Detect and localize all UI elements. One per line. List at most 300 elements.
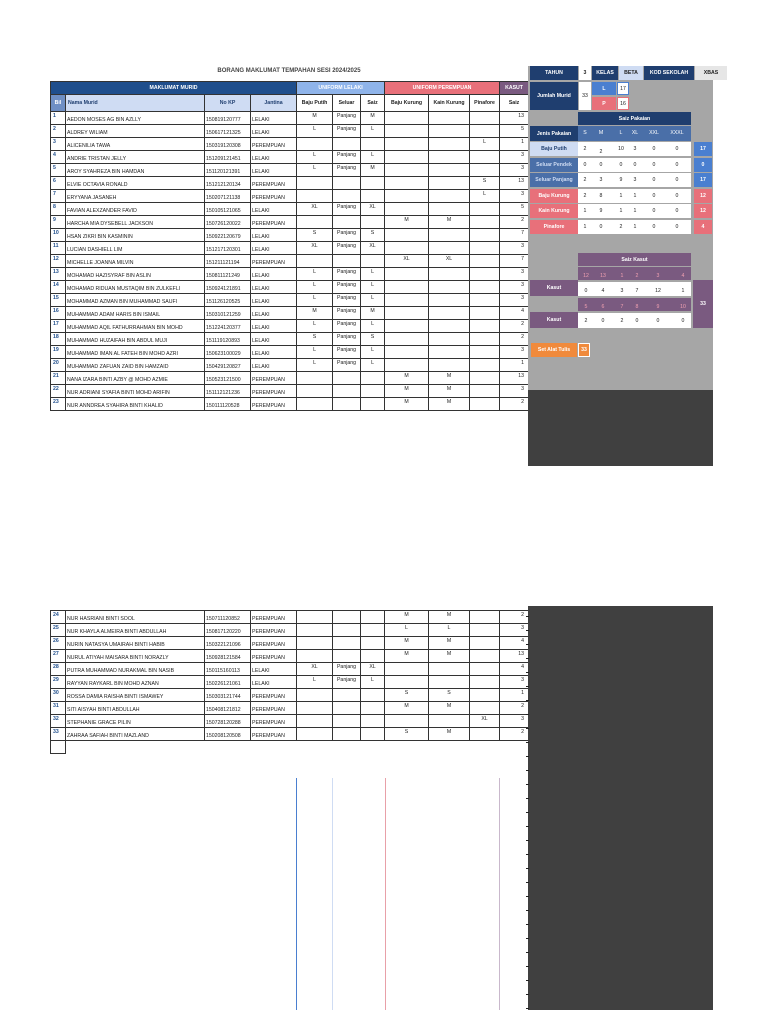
baju-putih-size[interactable] (297, 255, 333, 268)
seluar-type[interactable]: Panjang (333, 320, 361, 333)
kain-kurung-size[interactable] (429, 676, 470, 689)
seluar-type[interactable] (333, 255, 361, 268)
student-ic[interactable]: 150226121061 (205, 676, 251, 689)
student-ic[interactable]: 150728120288 (205, 715, 251, 728)
seluar-size[interactable]: M (361, 112, 385, 125)
baju-putih-size[interactable] (297, 650, 333, 663)
student-name[interactable]: HSAN ZIKRI BIN KASMININ (66, 229, 205, 242)
seluar-size[interactable] (361, 624, 385, 637)
student-gender[interactable]: PEREMPUAN (251, 216, 297, 229)
pinafore-size[interactable] (470, 294, 500, 307)
baju-putih-size[interactable] (297, 177, 333, 190)
kain-kurung-size[interactable] (429, 151, 470, 164)
seluar-type[interactable] (333, 689, 361, 702)
student-name[interactable]: ELVIE OCTAVIA RONALD (66, 177, 205, 190)
baju-kurung-size[interactable] (385, 177, 429, 190)
kain-kurung-size[interactable] (429, 346, 470, 359)
student-gender[interactable]: LELAKI (251, 333, 297, 346)
student-name[interactable]: ALICENILIA TAWA (66, 138, 205, 151)
seluar-type[interactable]: Panjang (333, 346, 361, 359)
student-gender[interactable]: PEREMPUAN (251, 398, 297, 411)
seluar-size[interactable]: L (361, 281, 385, 294)
student-ic[interactable]: 150523121500 (205, 372, 251, 385)
student-name[interactable]: ALDREY WILIAM (66, 125, 205, 138)
baju-kurung-size[interactable] (385, 190, 429, 203)
tahun-value[interactable]: 3 (579, 66, 591, 80)
seluar-size[interactable]: L (361, 359, 385, 372)
kasut-size[interactable]: 7 (500, 229, 529, 242)
pinafore-size[interactable]: XL (470, 715, 500, 728)
kasut-size[interactable]: 2 (500, 728, 529, 741)
baju-kurung-size[interactable] (385, 112, 429, 125)
pinafore-size[interactable] (470, 702, 500, 715)
baju-kurung-size[interactable]: S (385, 728, 429, 741)
seluar-type[interactable]: Panjang (333, 333, 361, 346)
student-gender[interactable]: LELAKI (251, 164, 297, 177)
seluar-size[interactable] (361, 611, 385, 624)
pinafore-size[interactable] (470, 359, 500, 372)
student-ic[interactable]: 150922120679 (205, 229, 251, 242)
pinafore-size[interactable] (470, 151, 500, 164)
kain-kurung-size[interactable]: S (429, 689, 470, 702)
baju-kurung-size[interactable] (385, 151, 429, 164)
kasut-size[interactable]: 4 (500, 637, 529, 650)
kelas-value[interactable]: BETA (619, 66, 643, 80)
student-name[interactable]: ROSSA DAMIA RAISHA BINTI ISMAWEY (66, 689, 205, 702)
baju-putih-size[interactable] (297, 689, 333, 702)
seluar-size[interactable]: L (361, 346, 385, 359)
kasut-size[interactable]: 3 (500, 715, 529, 728)
student-name[interactable]: MUHAMMAD ZAFUAN ZAID BIN HAMZAID (66, 359, 205, 372)
kain-kurung-size[interactable] (429, 138, 470, 151)
kain-kurung-size[interactable] (429, 320, 470, 333)
student-gender[interactable]: LELAKI (251, 359, 297, 372)
student-name[interactable]: LUCIAN DASHIELL LIM (66, 242, 205, 255)
baju-putih-size[interactable]: L (297, 294, 333, 307)
student-gender[interactable]: PEREMPUAN (251, 177, 297, 190)
pinafore-size[interactable] (470, 333, 500, 346)
baju-kurung-size[interactable]: XL (385, 255, 429, 268)
seluar-size[interactable] (361, 715, 385, 728)
seluar-type[interactable]: Panjang (333, 281, 361, 294)
seluar-type[interactable] (333, 372, 361, 385)
student-name[interactable]: ZAHRAA SAFIAH BINTI MAZLAND (66, 728, 205, 741)
baju-kurung-size[interactable] (385, 320, 429, 333)
seluar-type[interactable]: Panjang (333, 112, 361, 125)
kain-kurung-size[interactable] (429, 663, 470, 676)
baju-putih-size[interactable]: L (297, 164, 333, 177)
pinafore-size[interactable] (470, 346, 500, 359)
student-ic[interactable]: 150924121891 (205, 281, 251, 294)
baju-kurung-size[interactable] (385, 138, 429, 151)
kain-kurung-size[interactable]: M (429, 650, 470, 663)
kain-kurung-size[interactable] (429, 190, 470, 203)
baju-kurung-size[interactable] (385, 294, 429, 307)
student-name[interactable]: MUHAMMAD ADAM HARIS BIN ISMAIL (66, 307, 205, 320)
kasut-size[interactable]: 13 (500, 177, 529, 190)
kain-kurung-size[interactable]: L (429, 624, 470, 637)
baju-putih-size[interactable]: L (297, 676, 333, 689)
seluar-size[interactable]: XL (361, 242, 385, 255)
kasut-size[interactable]: 3 (500, 190, 529, 203)
student-name[interactable]: NANA IZARA BINTI AZBY @ MOHD AZMIE (66, 372, 205, 385)
baju-putih-size[interactable] (297, 624, 333, 637)
baju-kurung-size[interactable] (385, 242, 429, 255)
kain-kurung-size[interactable]: M (429, 611, 470, 624)
baju-kurung-size[interactable] (385, 281, 429, 294)
kasut-size[interactable]: 2 (500, 333, 529, 346)
student-gender[interactable]: PEREMPUAN (251, 689, 297, 702)
kasut-size[interactable]: 3 (500, 164, 529, 177)
seluar-type[interactable]: Panjang (333, 294, 361, 307)
student-name[interactable]: SITI AISYAH BINTI ABDULLAH (66, 702, 205, 715)
baju-putih-size[interactable] (297, 611, 333, 624)
kasut-size[interactable]: 2 (500, 398, 529, 411)
student-name[interactable]: MICHELLE JOANNA MILVIN (66, 255, 205, 268)
kain-kurung-size[interactable]: XL (429, 255, 470, 268)
seluar-type[interactable]: Panjang (333, 203, 361, 216)
kain-kurung-size[interactable] (429, 294, 470, 307)
student-ic[interactable]: 150817120220 (205, 624, 251, 637)
baju-putih-size[interactable] (297, 398, 333, 411)
seluar-type[interactable] (333, 650, 361, 663)
student-gender[interactable]: LELAKI (251, 346, 297, 359)
seluar-type[interactable] (333, 611, 361, 624)
pinafore-size[interactable]: S (470, 177, 500, 190)
kain-kurung-size[interactable] (429, 203, 470, 216)
pinafore-size[interactable] (470, 216, 500, 229)
baju-putih-size[interactable] (297, 715, 333, 728)
baju-putih-size[interactable] (297, 637, 333, 650)
seluar-size[interactable]: XL (361, 663, 385, 676)
kasut-size[interactable]: 13 (500, 372, 529, 385)
student-gender[interactable]: PEREMPUAN (251, 255, 297, 268)
seluar-type[interactable]: Panjang (333, 229, 361, 242)
kasut-size[interactable]: 13 (500, 650, 529, 663)
student-name[interactable]: MOHAMAD HAZISYRAF BIN ASLIN (66, 268, 205, 281)
student-name[interactable]: MUHAMMAD AQIL FATHURRAHMAN BIN MOHD (66, 320, 205, 333)
pinafore-size[interactable] (470, 676, 500, 689)
student-ic[interactable]: 151212120134 (205, 177, 251, 190)
student-ic[interactable]: 151119120893 (205, 333, 251, 346)
student-name[interactable]: STEPHANIE GRACE PILIN (66, 715, 205, 728)
kasut-size[interactable]: 3 (500, 294, 529, 307)
student-ic[interactable]: 150928121584 (205, 650, 251, 663)
student-ic[interactable]: 150208120508 (205, 728, 251, 741)
baju-kurung-size[interactable] (385, 307, 429, 320)
seluar-type[interactable]: Panjang (333, 125, 361, 138)
student-gender[interactable]: LELAKI (251, 268, 297, 281)
student-name[interactable]: FAVIAN ALEXZANDER FAVID (66, 203, 205, 216)
kasut-size[interactable]: 5 (500, 203, 529, 216)
kain-kurung-size[interactable]: M (429, 637, 470, 650)
baju-kurung-size[interactable]: M (385, 385, 429, 398)
kain-kurung-size[interactable] (429, 268, 470, 281)
pinafore-size[interactable] (470, 164, 500, 177)
student-gender[interactable]: LELAKI (251, 307, 297, 320)
seluar-size[interactable]: L (361, 151, 385, 164)
student-gender[interactable]: LELAKI (251, 242, 297, 255)
kain-kurung-size[interactable] (429, 242, 470, 255)
kasut-size[interactable]: 3 (500, 385, 529, 398)
baju-putih-size[interactable]: M (297, 307, 333, 320)
kasut-size[interactable]: 3 (500, 346, 529, 359)
baju-putih-size[interactable] (297, 728, 333, 741)
student-name[interactable]: NURIN NATASYA UMAIRAH BINTI HABIB (66, 637, 205, 650)
student-gender[interactable]: LELAKI (251, 112, 297, 125)
kain-kurung-size[interactable]: M (429, 385, 470, 398)
seluar-type[interactable]: Panjang (333, 663, 361, 676)
baju-kurung-size[interactable]: L (385, 624, 429, 637)
pinafore-size[interactable] (470, 398, 500, 411)
baju-putih-size[interactable]: XL (297, 203, 333, 216)
pinafore-size[interactable] (470, 689, 500, 702)
student-ic[interactable]: 151224120377 (205, 320, 251, 333)
baju-putih-size[interactable] (297, 138, 333, 151)
student-gender[interactable]: LELAKI (251, 125, 297, 138)
pinafore-size[interactable] (470, 637, 500, 650)
seluar-type[interactable] (333, 702, 361, 715)
kain-kurung-size[interactable]: M (429, 702, 470, 715)
student-ic[interactable]: 150711120852 (205, 611, 251, 624)
kasut-size[interactable]: 1 (500, 689, 529, 702)
pinafore-size[interactable] (470, 268, 500, 281)
kain-kurung-size[interactable]: M (429, 398, 470, 411)
baju-kurung-size[interactable] (385, 268, 429, 281)
student-name[interactable]: AROY SYAHREZA BIN HAMDAN (66, 164, 205, 177)
seluar-size[interactable]: L (361, 320, 385, 333)
student-gender[interactable]: LELAKI (251, 203, 297, 216)
student-gender[interactable]: PEREMPUAN (251, 372, 297, 385)
kain-kurung-size[interactable] (429, 359, 470, 372)
student-ic[interactable]: 150322121096 (205, 637, 251, 650)
kain-kurung-size[interactable]: M (429, 728, 470, 741)
kain-kurung-size[interactable] (429, 112, 470, 125)
student-ic[interactable]: 150726120022 (205, 216, 251, 229)
seluar-size[interactable] (361, 702, 385, 715)
pinafore-size[interactable] (470, 728, 500, 741)
student-ic[interactable]: 150623100029 (205, 346, 251, 359)
seluar-type[interactable]: Panjang (333, 268, 361, 281)
kasut-size[interactable]: 4 (500, 307, 529, 320)
baju-putih-size[interactable]: S (297, 229, 333, 242)
student-gender[interactable]: PEREMPUAN (251, 715, 297, 728)
baju-kurung-size[interactable] (385, 125, 429, 138)
seluar-type[interactable]: Panjang (333, 164, 361, 177)
seluar-type[interactable] (333, 728, 361, 741)
student-gender[interactable]: PEREMPUAN (251, 650, 297, 663)
baju-kurung-size[interactable] (385, 663, 429, 676)
kasut-size[interactable]: 3 (500, 281, 529, 294)
baju-kurung-size[interactable] (385, 359, 429, 372)
baju-putih-size[interactable]: L (297, 268, 333, 281)
student-gender[interactable]: PEREMPUAN (251, 702, 297, 715)
student-name[interactable]: ANDRIE TRISTAN JELLY (66, 151, 205, 164)
seluar-type[interactable]: Panjang (333, 242, 361, 255)
pinafore-size[interactable]: L (470, 190, 500, 203)
student-ic[interactable]: 151211121194 (205, 255, 251, 268)
seluar-type[interactable] (333, 216, 361, 229)
baju-putih-size[interactable] (297, 385, 333, 398)
seluar-type[interactable] (333, 190, 361, 203)
student-ic[interactable]: 150429120827 (205, 359, 251, 372)
seluar-size[interactable]: L (361, 294, 385, 307)
student-ic[interactable]: 150819120777 (205, 112, 251, 125)
baju-kurung-size[interactable]: M (385, 611, 429, 624)
kasut-size[interactable]: 7 (500, 255, 529, 268)
seluar-type[interactable] (333, 624, 361, 637)
seluar-size[interactable] (361, 216, 385, 229)
student-ic[interactable]: 150310121259 (205, 307, 251, 320)
seluar-type[interactable] (333, 177, 361, 190)
seluar-size[interactable]: S (361, 333, 385, 346)
kasut-size[interactable]: 2 (500, 320, 529, 333)
student-gender[interactable]: PEREMPUAN (251, 624, 297, 637)
student-name[interactable]: HARCHA MIA DYSEBELL JACKSON (66, 216, 205, 229)
pinafore-size[interactable] (470, 203, 500, 216)
pinafore-size[interactable] (470, 611, 500, 624)
kod-sekolah-value[interactable]: XBAS (695, 66, 727, 80)
baju-kurung-size[interactable] (385, 229, 429, 242)
baju-putih-size[interactable] (297, 216, 333, 229)
seluar-size[interactable] (361, 190, 385, 203)
seluar-type[interactable]: Panjang (333, 676, 361, 689)
student-name[interactable]: NUR KHAYLA ALMEIRA BINTI ABDULLAH (66, 624, 205, 637)
baju-kurung-size[interactable] (385, 346, 429, 359)
seluar-size[interactable] (361, 372, 385, 385)
kain-kurung-size[interactable] (429, 177, 470, 190)
baju-putih-size[interactable]: XL (297, 663, 333, 676)
baju-putih-size[interactable]: XL (297, 242, 333, 255)
kain-kurung-size[interactable] (429, 715, 470, 728)
seluar-size[interactable] (361, 177, 385, 190)
seluar-size[interactable] (361, 385, 385, 398)
seluar-type[interactable]: Panjang (333, 151, 361, 164)
baju-kurung-size[interactable]: M (385, 637, 429, 650)
student-name[interactable]: NUR HASRIANI BINTI SOOL (66, 611, 205, 624)
seluar-type[interactable] (333, 637, 361, 650)
seluar-type[interactable]: Panjang (333, 359, 361, 372)
pinafore-size[interactable] (470, 624, 500, 637)
kasut-size[interactable]: 4 (500, 663, 529, 676)
student-ic[interactable]: 151126120525 (205, 294, 251, 307)
baju-putih-size[interactable] (297, 372, 333, 385)
kain-kurung-size[interactable] (429, 229, 470, 242)
student-name[interactable]: MOHAMMAD AZMAN BIN MUHAMMAD SAUFI (66, 294, 205, 307)
kasut-size[interactable]: 3 (500, 242, 529, 255)
student-ic[interactable]: 151112121236 (205, 385, 251, 398)
student-ic[interactable]: 150303121744 (205, 689, 251, 702)
seluar-size[interactable]: S (361, 229, 385, 242)
seluar-size[interactable]: M (361, 307, 385, 320)
kasut-size[interactable]: 2 (500, 216, 529, 229)
baju-kurung-size[interactable] (385, 676, 429, 689)
baju-putih-size[interactable]: S (297, 333, 333, 346)
kasut-size[interactable]: 3 (500, 151, 529, 164)
student-ic[interactable]: 150207121138 (205, 190, 251, 203)
student-gender[interactable]: LELAKI (251, 320, 297, 333)
baju-kurung-size[interactable]: S (385, 689, 429, 702)
pinafore-size[interactable] (470, 385, 500, 398)
student-name[interactable]: MUHAMMAD HUZAIFAH BIN ABDUL MUJI (66, 333, 205, 346)
student-ic[interactable]: 150408121812 (205, 702, 251, 715)
student-gender[interactable]: LELAKI (251, 281, 297, 294)
student-ic[interactable]: 150111120528 (205, 398, 251, 411)
kain-kurung-size[interactable] (429, 333, 470, 346)
pinafore-size[interactable] (470, 650, 500, 663)
student-name[interactable]: NUR ADRIANI SYAFIA BINTI MOHD ARIFIN (66, 385, 205, 398)
seluar-size[interactable] (361, 650, 385, 663)
pinafore-size[interactable] (470, 112, 500, 125)
kain-kurung-size[interactable] (429, 164, 470, 177)
seluar-type[interactable] (333, 715, 361, 728)
kasut-size[interactable]: 3 (500, 676, 529, 689)
baju-kurung-size[interactable]: M (385, 398, 429, 411)
seluar-size[interactable]: L (361, 676, 385, 689)
pinafore-size[interactable] (470, 307, 500, 320)
baju-putih-size[interactable]: L (297, 346, 333, 359)
pinafore-size[interactable]: L (470, 138, 500, 151)
kasut-size[interactable]: 3 (500, 268, 529, 281)
student-gender[interactable]: LELAKI (251, 663, 297, 676)
baju-kurung-size[interactable]: M (385, 372, 429, 385)
baju-putih-size[interactable]: L (297, 320, 333, 333)
kain-kurung-size[interactable] (429, 125, 470, 138)
baju-putih-size[interactable]: M (297, 112, 333, 125)
seluar-size[interactable] (361, 255, 385, 268)
baju-kurung-size[interactable]: M (385, 650, 429, 663)
student-name[interactable]: AEDON MOSES AG BIN AZLLY (66, 112, 205, 125)
student-name[interactable]: MUHAMMAD IMAN AL FATEH BIN MOHD AZRI (66, 346, 205, 359)
seluar-type[interactable] (333, 385, 361, 398)
kasut-size[interactable]: 5 (500, 125, 529, 138)
baju-putih-size[interactable] (297, 190, 333, 203)
student-ic[interactable]: 151209121451 (205, 151, 251, 164)
student-ic[interactable]: 150115160113 (205, 663, 251, 676)
student-name[interactable]: NURUL ATIYAH MAISARA BINTI NORAZLY (66, 650, 205, 663)
baju-putih-size[interactable]: L (297, 125, 333, 138)
student-name[interactable]: NUR ANNDREA SYAHIRA BINTI KHALID (66, 398, 205, 411)
student-gender[interactable]: LELAKI (251, 229, 297, 242)
kasut-size[interactable]: 3 (500, 624, 529, 637)
baju-kurung-size[interactable] (385, 203, 429, 216)
kasut-size[interactable]: 2 (500, 702, 529, 715)
kain-kurung-size[interactable] (429, 307, 470, 320)
kasut-size[interactable]: 1 (500, 138, 529, 151)
student-ic[interactable]: 150811121249 (205, 268, 251, 281)
student-ic[interactable]: 151217120301 (205, 242, 251, 255)
seluar-size[interactable]: L (361, 268, 385, 281)
kasut-size[interactable]: 1 (500, 359, 529, 372)
pinafore-size[interactable] (470, 125, 500, 138)
pinafore-size[interactable] (470, 242, 500, 255)
seluar-type[interactable] (333, 138, 361, 151)
seluar-size[interactable] (361, 138, 385, 151)
student-name[interactable]: ERYYANA JASANEH (66, 190, 205, 203)
pinafore-size[interactable] (470, 372, 500, 385)
student-gender[interactable]: LELAKI (251, 294, 297, 307)
pinafore-size[interactable] (470, 663, 500, 676)
student-ic[interactable]: 150617121325 (205, 125, 251, 138)
seluar-size[interactable] (361, 689, 385, 702)
kain-kurung-size[interactable]: M (429, 216, 470, 229)
student-gender[interactable]: PEREMPUAN (251, 138, 297, 151)
kasut-size[interactable]: 2 (500, 611, 529, 624)
pinafore-size[interactable] (470, 255, 500, 268)
student-gender[interactable]: PEREMPUAN (251, 611, 297, 624)
baju-kurung-size[interactable]: M (385, 702, 429, 715)
baju-putih-size[interactable]: L (297, 151, 333, 164)
